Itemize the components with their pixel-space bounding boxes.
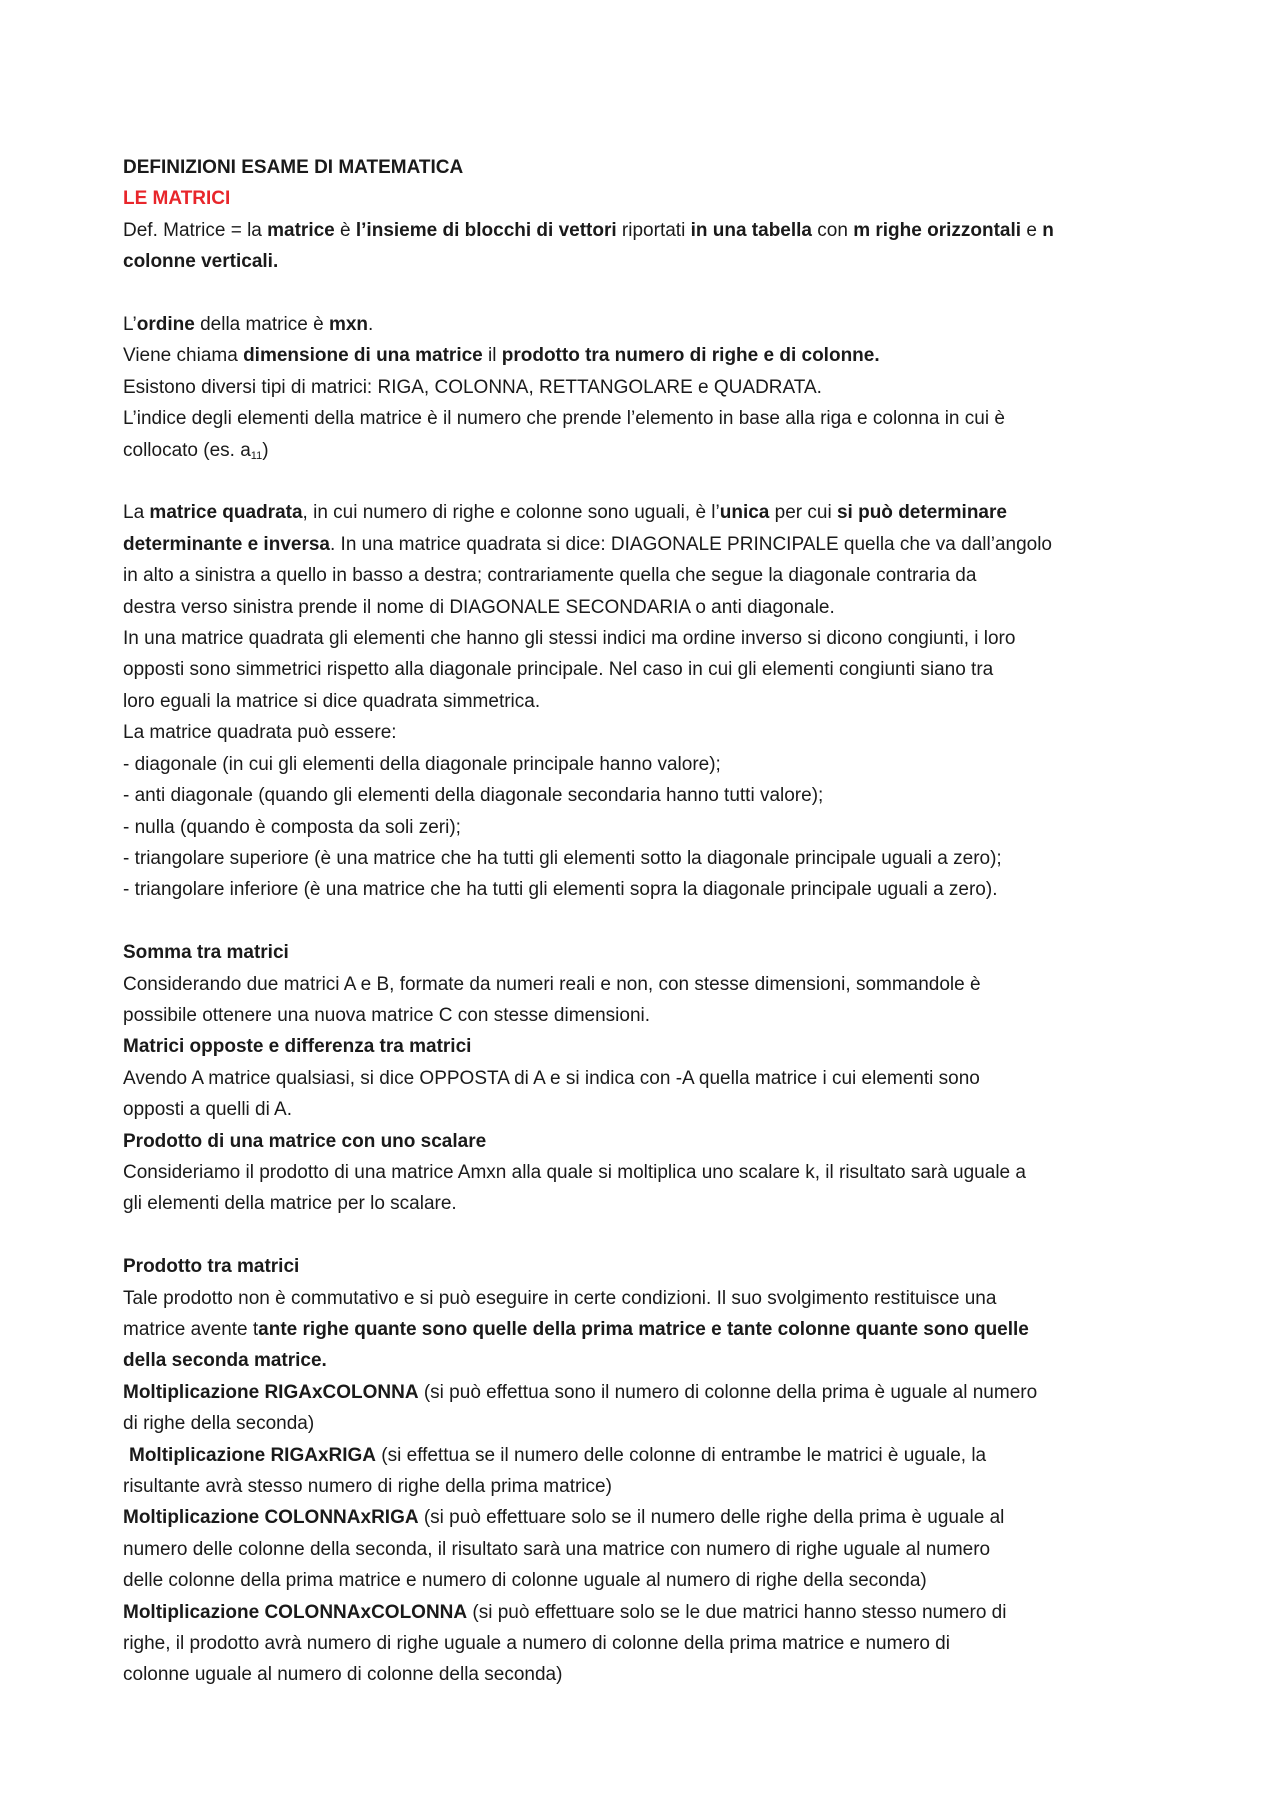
list-item: - triangolare superiore (è una matrice che ha tutti gli elementi sotto la diagonale principale uguali a zero); [123, 847, 1002, 869]
document-title: DEFINIZIONI ESAME DI MATEMATICA [123, 157, 464, 178]
row-column-multiplication: Moltiplicazione RIGAxCOLONNA (si può effettua sono il numero di colonne della prima è uguale al numero [123, 1381, 1038, 1403]
matrix-sum-section: Somma tra matrici Considerando due matrici A e B, formate da numeri reali e non, con stesse dimensioni, sommandole è possibile ottenere una nuova matrice C con stesse dimensioni. [123, 937, 1168, 1031]
section-heading: Prodotto tra matrici [123, 1256, 300, 1278]
column-row-multiplication: Moltiplicazione COLONNAxRIGA (si può effettuare solo se il numero delle righe della prima è uguale al [123, 1507, 1005, 1529]
list-item: - diagonale (in cui gli elementi della diagonale principale hanno valore); [123, 753, 721, 775]
row-row-multiplication: Moltiplicazione RIGAxRIGA (si effettua se il numero delle colonne di entrambe le matrici è uguale, la [129, 1444, 987, 1466]
matrix-product-section: Prodotto tra matrici Tale prodotto non è commutativo e si può eseguire in certe condizioni. Il suo svolgimento restituisce una matrice avente tante righe quante sono quelle della prima matrice e tante colonne quante sono quelle della seconda matrice. Moltiplicazione RIGAxCOLONNA (si può effettua sono il numero di colonne della prima è uguale al numero di righe della seconda) Moltiplicazione RIGAxRIGA (si effettua se il numero delle colonne di entrambe le matrici è uguale, la risultante avrà stesso numero di righe della prima matrice) Moltiplicazione COLONNAxRIGA (si può effettuare solo se il numero delle righe della prima è uguale al numero delle colonne della seconda, il risultato sarà una matrice con numero di righe uguale al numero delle colonne della prima matrice e numero di colonne uguale al numero di righe della seconda) Moltiplicazione COLONNAxCOLONNA (si può effettuare solo se le due matrici hanno stesso numero di righe, il prodotto avrà numero di righe uguale a numero di colonne della prima matrice e numero di colonne uguale al numero di colonne della seconda) [123, 1251, 1168, 1691]
matrix-definition: Def. Matrice = la matrice è l’insieme di blocchi di vettori riportati in una tabella con m righe orizzontali e n colonne verticali. [123, 219, 1054, 273]
section-heading: Prodotto di una matrice con uno scalare [123, 1130, 487, 1152]
square-matrix-paragraph: La matrice quadrata, in cui numero di righe e colonne sono uguali, è l’unica per cui si può determinare determinante e inversa. In una matrice quadrata si dice: DIAGONALE PRINCIPALE quella che va dall’angolo in alto a sinistra a quello in basso a destra; contrariamente quella che segue la diagonale contraria da destra verso sinistra prende il nome di DIAGONALE SECONDARIA o anti diagonale. In una matrice quadrata gli elementi che hanno gli stessi indici ma ordine inverso si dicono congiunti, i loro opposti sono simmetrici rispetto alla diagonale principale. Nel caso in cui gli elementi congiunti siano tra loro eguali la matrice si dice quadrata simmetrica. La matrice quadrata può essere: - diagonale (in cui gli elementi della diagonale principale hanno valore); - anti diagonale (quando gli elementi della diagonale secondaria hanno tutti valore); - nulla (quando è composta da soli zeri); - triangolare superiore (è una matrice che ha tutti gli elementi sotto la diagonale principale uguali a zero); - triangolare inferiore (è una matrice che ha tutti gli elementi sopra la diagonale principale uguali a zero). [123, 497, 1168, 905]
list-item: - nulla (quando è composta da soli zeri); [123, 816, 461, 838]
section-heading: Matrici opposte e differenza tra matrici [123, 1036, 472, 1058]
spacer [123, 278, 1168, 309]
list-item: - anti diagonale (quando gli elementi della diagonale secondaria hanno tutti valore); [123, 785, 824, 807]
scalar-product-section: Prodotto di una matrice con uno scalare Consideriamo il prodotto di una matrice Amxn alla quale si moltiplica uno scalare k, il risultato sarà uguale a gli elementi della matrice per lo scalare. [123, 1126, 1168, 1220]
section-heading: Somma tra matrici [123, 942, 289, 964]
opposite-matrices-section: Matrici opposte e differenza tra matrici Avendo A matrice qualsiasi, si dice OPPOSTA di A e si indica con -A quella matrice i cui elementi sono opposti a quelli di A. [123, 1031, 1168, 1125]
document-page [123, 152, 1168, 1691]
column-column-multiplication: Moltiplicazione COLONNAxCOLONNA (si può effettuare solo se le due matrici hanno stesso numero di [123, 1601, 1007, 1623]
spacer [123, 906, 1168, 937]
spacer [123, 466, 1168, 497]
spacer [123, 1220, 1168, 1251]
matrix-order-paragraph: L’ordine della matrice è mxn. Viene chiama dimensione di una matrice il prodotto tra numero di righe e di colonne. Esistono diversi tipi di matrici: RIGA, COLONNA, RETTANGOLARE e QUADRATA. L’indice degli elementi della matrice è il numero che prende l’elemento in base alla riga e colonna in cui è collocato (es. $a_{11}$) [123, 314, 1005, 462]
section-title: LE MATRICI [123, 188, 231, 210]
list-item: - triangolare inferiore (è una matrice che ha tutti gli elementi sopra la diagonale principale uguali a zero). [123, 879, 998, 901]
